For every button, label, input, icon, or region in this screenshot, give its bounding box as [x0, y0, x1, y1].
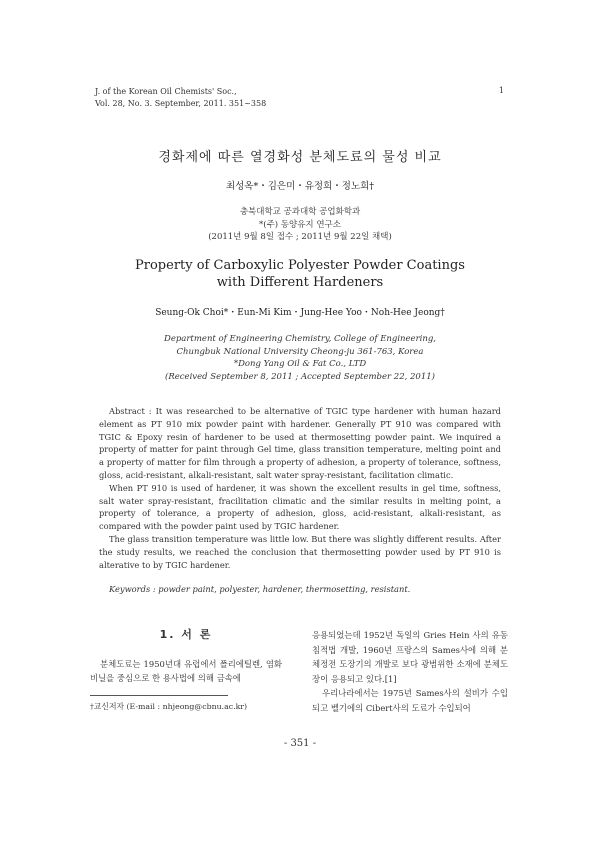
- english-authors: Seung-Ok Choi*・Eun-Mi Kim・Jung-Hee Yoo・Noh-Hee Jeong†: [155, 308, 445, 318]
- footnote: †교신저자 (E-mail : nhjeong@cbnu.ac.kr): [90, 702, 248, 711]
- body-left-column: [90, 628, 282, 686]
- section-heading: 1. 서 론: [159, 628, 213, 641]
- keywords: Keywords : powder paint, polyester, hardener, thermosetting, resistant.: [109, 584, 411, 595]
- journal-volume: Vol. 28, No. 3. September, 2011. 351~358: [95, 99, 267, 108]
- english-title-line1: Property of Carboxylic Polyester Powder Coatings: [135, 258, 465, 273]
- abstract-paragraph-3: The glass transition temperature was little low. But there was slightly different results. After the study results, we reached the conclusion that thermosetting powder used by PT 910 is alterative to by TGIC hardener.: [99, 533, 501, 570]
- korean-affiliation-1: 충북대학교 공과대학 공업화학과: [239, 207, 361, 217]
- page-number: - 351 -: [283, 738, 317, 749]
- korean-affiliation: [0, 206, 600, 244]
- body-right-column: [312, 628, 508, 715]
- english-affiliation-1: Department of Engineering Chemistry, College of Engineering,: [164, 334, 436, 344]
- abstract-paragraph-1: Abstract : It was researched to be alternative of TGIC type hardener with human hazard element as PT 910 mix powder paint with hardener. Generally PT 910 was compared with TGIC & Epoxy resin of hardener to be used at thermosetting powder paint. We inquired a property of matter for paint through Gel time, glass transition temperature, melting point and a property of matter for film through a property of adhesion, a property of tolerance, softness, gloss, acid-resistant, alkali-resistant, salt water spray-resistant, facilitation climatic.: [99, 406, 501, 480]
- body-paragraph: 우리나라에서는 1975년 Sames사의 설비가 수입되고 벨기에의 Cibert사의 도료가 수입되어: [312, 688, 508, 713]
- korean-authors: 최성옥*・김은미・유정희・정노희†: [225, 181, 375, 192]
- journal-name: J. of the Korean Oil Chemists' Soc.,: [95, 87, 237, 96]
- korean-affiliation-2: *(주) 동양유지 연구소: [259, 219, 341, 230]
- body-paragraph: 분체도료는 1950년대 유럽에서 폴리에틸렌, 염화비닐을 중심으로 한 용사법에 의해 금속에: [90, 658, 282, 683]
- english-affiliation-3: *Dong Yang Oil & Fat Co., LTD: [233, 359, 367, 370]
- korean-title: 경화제에 따른 열경화성 분체도료의 물성 비교: [158, 150, 442, 165]
- footnote-divider: [90, 695, 228, 696]
- abstract: [99, 405, 501, 596]
- body-paragraph: 응용되었는데 1952년 독일의 Gries Hein 사의 유동 침적법 개발, 1960년 프랑스의 Sames사에 의해 분체정전 도장기의 개발로 보다 광범위한 소재에 분체도장이 응용되고 있다.[1]: [312, 630, 508, 684]
- english-title-line2: with Different Hardeners: [216, 275, 384, 290]
- abstract-paragraph-2: When PT 910 is used of hardener, it was shown the excellent results in gel time, softness, salt water spray-resistant, fracilitation climatic and the similar results in melting point, a property of tolerance, a property of adhesion, gloss, acid-resistant, alkali-resistant, as compared with the powder paint used by TGIC hardener.: [99, 482, 501, 532]
- english-affiliation-2: Chungbuk National University Cheong-ju 361-763, Korea: [176, 346, 424, 357]
- header-page-number: 1: [498, 86, 504, 95]
- korean-dates: (2011년 9월 8일 접수 ; 2011년 9월 22일 채택): [208, 232, 392, 242]
- english-title: [0, 257, 600, 291]
- english-dates: (Received September 8, 2011 ; Accepted September 22, 2011): [165, 371, 435, 382]
- journal-citation: [95, 86, 266, 110]
- english-affiliation: [0, 333, 600, 383]
